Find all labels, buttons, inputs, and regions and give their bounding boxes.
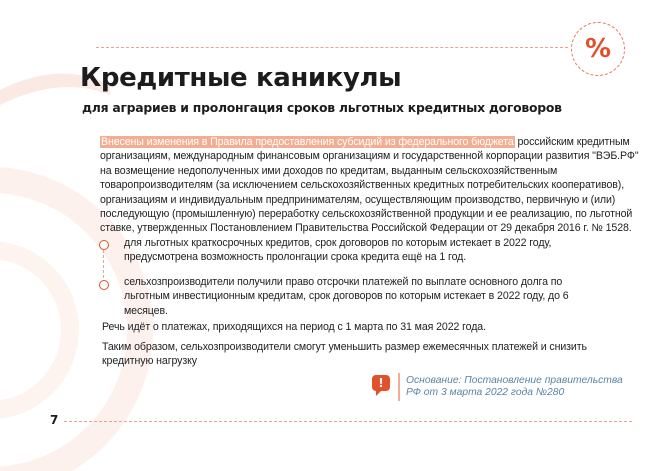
paragraph-summary: Таким образом, сельхозпроизводители смогут уменьшить размер ежемесячных платежей и снизить кредитную нагрузку xyxy=(102,341,587,368)
bullets-connector xyxy=(103,245,104,283)
page-subtitle: для аграриев и пролонгация сроков льготных кредитных договоров xyxy=(82,100,562,115)
basis-note xyxy=(372,369,624,405)
percent-icon: % xyxy=(584,34,612,64)
paragraph-period: Речь идёт о платежах, приходящихся на период с 1 марта по 31 мая 2022 года. xyxy=(102,321,486,333)
basis-note-text: Основание: Постановление правительства РФ от 3 марта 2022 года №280 xyxy=(406,375,623,398)
note-bar xyxy=(398,373,400,401)
top-divider xyxy=(96,47,568,48)
intro-highlight: Внесены изменения в Правила предоставления субсидий из федерального бюджета xyxy=(101,136,514,148)
bullet-item-1: для льготных краткосрочных кредитов, срок договоров по которым истекает в 2022 году, предусмотрена возможность пролонгации срока кредита ещё на 1 год. xyxy=(124,237,552,264)
exclamation-icon: ! xyxy=(372,375,390,391)
bullet-dot-1 xyxy=(99,240,109,250)
page-title: Кредитные каникулы xyxy=(80,63,402,93)
intro-text: российским кредитным организациям, международным финансовым организациям и государственной корпорации развития "ВЭБ.РФ" на возмещение недополученных ими доходов по кредитам, выданным сельскохозяйственным товаропроизводителям (за исключением сельскохозяйственных кредитных потребительских кооперативов), организациям и индивидуальным предпринимателям, осуществляющим производство, первичную и (или) последующую (промышленную) переработку сельскохозяйственной продукции и ее реализацию, по льготной ставке, утвержденных Постановлением Правительства Российской Федерации от 29 декабря 2016 г. № 1528. xyxy=(100,136,639,235)
intro-paragraph xyxy=(100,135,640,236)
percent-badge xyxy=(571,22,625,76)
bottom-divider xyxy=(64,421,632,422)
bullet-dot-2 xyxy=(99,280,109,290)
bullet-item-2: сельхозпроизводители получили право отсрочки платежей по выплате основного долга по льготным инвестиционным кредитам, срок договоров по которым истекает в 2022 году, до 6 месяцев. xyxy=(124,276,569,317)
page-number: 7 xyxy=(50,413,59,427)
